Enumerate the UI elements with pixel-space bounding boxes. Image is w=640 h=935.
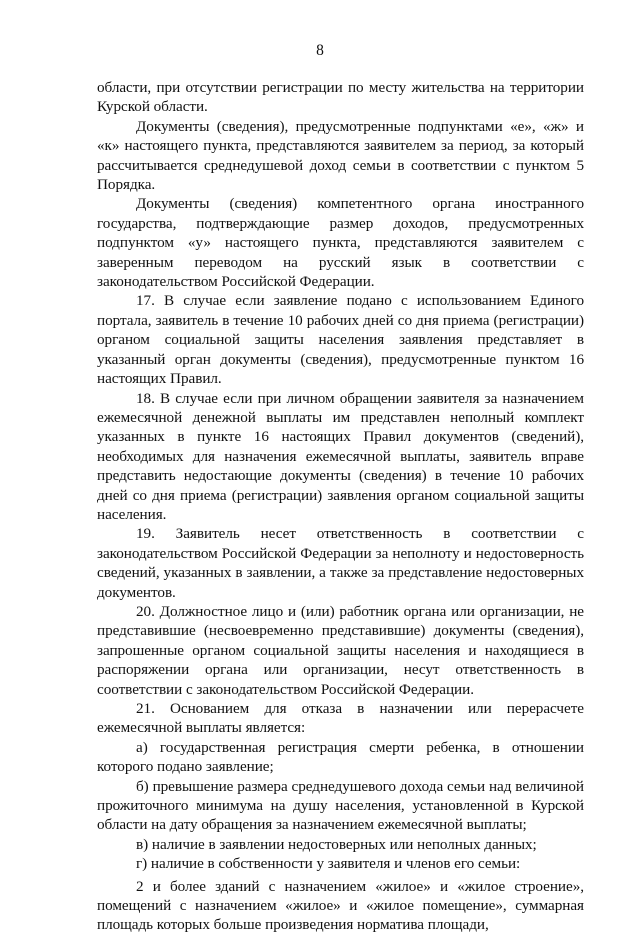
paragraph-subitem-a: а) государственная регистрация смерти ребенка, в отношении которого подано заявление; (97, 738, 584, 776)
paragraph-buildings: 2 и более зданий с назначением «жилое» и «жилое строение», помещений с назначением «жилое» и «жилое помещение», суммарная площадь которых больше произведения норматива площади, (97, 877, 584, 934)
paragraph-subitem-b: б) превышение размера среднедушевого дохода семьи над величиной прожиточного минимума на душу населения, установленной в Курской области на дату обращения за назначением ежемесячной выплаты; (97, 777, 584, 834)
document-body (97, 78, 584, 935)
paragraph-item-18: 18. В случае если при личном обращении заявителя за назначением ежемесячной денежной выплаты им представлен неполный комплект указанных в пункте 16 настоящих Правил документов (сведений), необходимых для назначения ежемесячной выплаты, заявитель вправе представить недостающие документы (сведения) в течение 10 рабочих дней со дня приема (регистрации) заявления органом социальной защиты населения. (97, 389, 584, 523)
paragraph-subitem-v: в) наличие в заявлении недостоверных или неполных данных; (136, 835, 537, 853)
paragraph-item-19: 19. Заявитель несет ответственность в соответствии с законодательством Российской Федерации за неполноту и недостоверность сведений, указанных в заявлении, а также за представление недостоверных документов. (97, 525, 584, 601)
page-number: 8 (316, 42, 324, 59)
paragraph-item-17: 17. В случае если заявление подано с использованием Единого портала, заявитель в течение 10 рабочих дней со дня приема (регистрации) органом социальной защиты населения заявления представляет в указанный орган документы (сведения), предусмотренные пунктом 16 настоящих Правил. (97, 292, 584, 388)
paragraph-foreign-documents: Документы (сведения) компетентного органа иностранного государства, подтверждающие размер доходов, предусмотренных подпунктом «у» настоящего пункта, представляются заявителем с заверенным переводом на русский язык в соответствии с законодательством Российской Федерации. (97, 195, 584, 291)
paragraph-documents-period: Документы (сведения), предусмотренные подпунктами «е», «ж» и «к» настоящего пункта, представляются заявителем за период, за который рассчитывается среднедушевой доход семьи в соответствии с пунктом 5 Порядка. (97, 117, 584, 194)
paragraph-item-21: 21. Основанием для отказа в назначении или перерасчете ежемесячной выплаты является: (97, 700, 584, 737)
paragraph-item-20: 20. Должностное лицо и (или) работник органа или организации, не представившие (несвоевременно представившие) документы (сведения), запрошенные органом социальной защиты населения и находящиеся в распоряжении органа или организации, несут ответственность в соответствии с законодательством Российской Федерации. (97, 602, 584, 698)
paragraph-subitem-g: г) наличие в собственности у заявителя и членов его семьи: (136, 855, 521, 873)
paragraph-continuation: области, при отсутствии регистрации по месту жительства на территории Курской области. (97, 79, 584, 116)
